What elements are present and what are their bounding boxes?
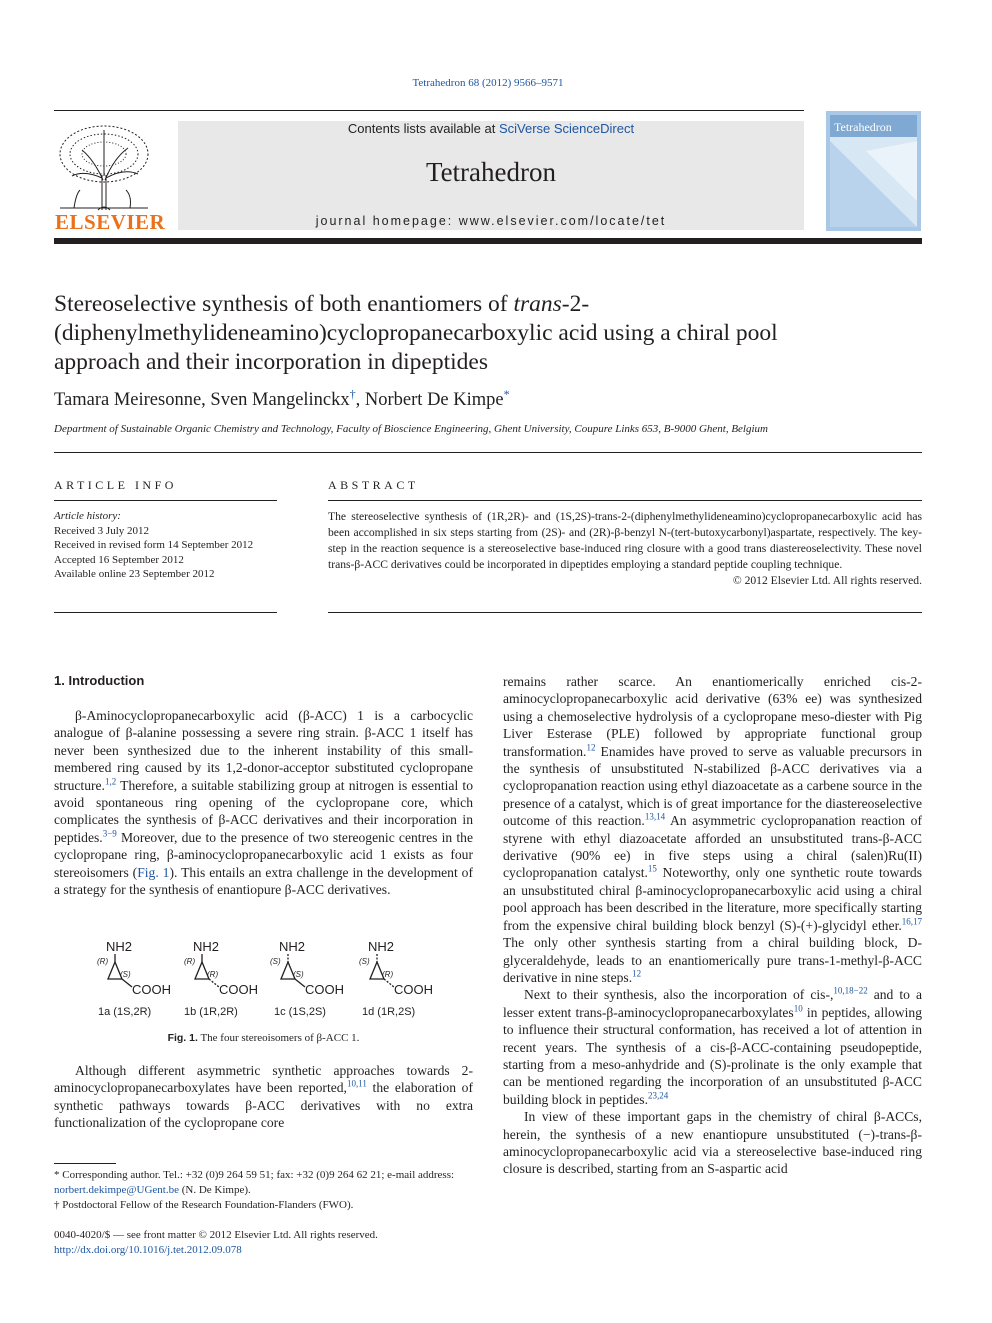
sciencedirect-link[interactable]: SciVerse ScienceDirect bbox=[498, 121, 635, 136]
elsevier-tree-logo bbox=[54, 120, 154, 212]
ref-10-18-22[interactable]: 10,18−22 bbox=[833, 985, 868, 996]
ref-12[interactable]: 12 bbox=[586, 742, 596, 753]
isomer-label: 1a (1S,2R) bbox=[98, 1006, 152, 1018]
article-info-rule bbox=[54, 500, 277, 501]
nh2-label: NH2 bbox=[193, 939, 220, 954]
author-meiresonne: Tamara Meiresonne, bbox=[54, 390, 211, 410]
nh2-label: NH2 bbox=[106, 939, 133, 954]
abstract-body bbox=[328, 509, 922, 589]
front-matter bbox=[54, 1228, 474, 1258]
cooh-label: COOH bbox=[305, 982, 344, 997]
stereo-bottom-label: (S) bbox=[293, 970, 304, 979]
paragraph-in-view: In view of these important gaps in the chemistry of chiral β-ACCs, herein, the synthesis of a new enantiopure unsubstituted (−)-trans-β-aminocyclopropanecarboxylic acid via a stereoselective base-induced ring closure is described, starting from an S-aspartic acid bbox=[503, 1109, 922, 1177]
intro-paragraph-2: Although different asymmetric synthetic approaches towards 2-aminocyclopropanecarboxylates have been reported,$^{10,11}$ the elaboration of synthetic pathways towards β-ACC derivatives with no extra functionalization of the cyclopropane core bbox=[54, 1063, 473, 1131]
copyright: © 2012 Elsevier Ltd. All rights reserved. bbox=[732, 574, 922, 587]
history-received: Received 3 July 2012 bbox=[54, 524, 150, 537]
journal-title: Tetrahedron bbox=[425, 157, 557, 187]
ref-13-14[interactable]: 13,14 bbox=[644, 811, 666, 822]
journal-banner bbox=[178, 121, 804, 230]
cooh-label: COOH bbox=[132, 982, 171, 997]
footnote-postdoc: † Postdoctoral Fellow of the Research Foundation-Flanders (FWO). bbox=[54, 1199, 354, 1211]
stereo-bottom-label: (R) bbox=[382, 970, 394, 979]
title-rule bbox=[54, 452, 922, 453]
ref-15[interactable]: 15 bbox=[647, 863, 657, 874]
ref-23-24[interactable]: 23,24 bbox=[648, 1090, 669, 1101]
ref-3-9[interactable]: 3−9 bbox=[102, 828, 117, 839]
article-history: Article history: Received 3 July 2012 Received in revised form 14 September 2012 Accepted 16 September 2012 Available online 23 September 2012 bbox=[54, 509, 284, 582]
author-mangelinckx: Sven Mangelinckx bbox=[210, 390, 350, 410]
author-de-kimpe: , Norbert De Kimpe bbox=[355, 390, 504, 410]
article-info-heading: ARTICLE INFO bbox=[54, 478, 177, 492]
ref-10-11[interactable]: 10,11 bbox=[346, 1078, 367, 1089]
affiliation: Department of Sustainable Organic Chemistry and Technology, Faculty of Bioscience Engineering, Ghent University, Coupure Links 653, B-9000 Ghent, Belgium bbox=[54, 423, 768, 435]
section-heading-introduction: 1. Introduction bbox=[54, 673, 145, 688]
abstract-heading: ABSTRACT bbox=[328, 478, 419, 492]
nh2-label: NH2 bbox=[279, 939, 306, 954]
cooh-label: COOH bbox=[394, 982, 433, 997]
stereo-top-label: (S) bbox=[359, 957, 370, 966]
paragraph-continuation: remains rather scarce. An enantiomerically enriched cis-2-aminocyclopropanecarboxylic acid derivative (63% ee) was synthesized using a chemoselective hydrolysis of a cyclopropane meso-diester with Pig Liver Esterase (PLE) followed by appropriate functional group transformation.$^{12}$ Enamides have proved to serve as valuable precursors in the synthesis of unsubstituted N-stabilized β-ACC derivatives via a cyclopropanation reaction using ethyl diazoacetate as a carbene source in the presence of a catalyst, which is of great importance for the diastereoselective outcome of this reaction.$^{13,14}$ An asymmetric cyclopropanation reaction of styrene with ethyl diazoacetate afforded an unsubstituted trans-β-ACC derivative (90% ee) in five steps using a chiral (salen)Ru(II) cyclopropanation catalyst.$^{15}$ Noteworthy, only one synthetic route towards an unsubstituted chiral β-aminocyclopropanecarboxylic acid using a chiral pool approach has been described in the literature, more specifically starting from the expensive chiral building block benzyl (S)-(+)-glycidyl ether.$^{16,17}$ The only other synthesis starting from a chiral building block, D-glyceraldehyde, leads to an enantiomerically pure trans-1-methyl-β-ACC derivative in nine steps.$^{12}$ bbox=[503, 674, 922, 985]
right-column-text bbox=[503, 673, 922, 1178]
nh2-label: NH2 bbox=[368, 939, 395, 954]
journal-cover-image bbox=[826, 111, 921, 231]
intro-paragraph-1: β-Aminocyclopropanecarboxylic acid (β-ACC) 1 is a carbocyclic analogue of β-alanine possessing a severe ring strain. β-ACC 1 itself has never been synthesized due to the inherent instability of this small-membered ring caused by its 1,2-donor-acceptor substituted cyclopropane structure.$^{1,2}$ Therefore, a suitable stabilizing group at nitrogen is essential to avoid spontaneous ring opening of the cyclopropane core, which complicates the synthesis of β-ACC derivatives and their incorporation in peptides.$^{3-9}$ Moreover, due to the presence of two stereogenic centres in the cyclopropane ring, β-aminocyclopropanecarboxylic acid 1 exists as four stereoisomers (Fig. 1). This entails an extra challenge in the development of a strategy for the synthesis of enantiopure β-ACC derivatives. bbox=[54, 708, 474, 898]
email-link[interactable]: norbert.dekimpe@UGent.be bbox=[54, 1184, 179, 1196]
contents-line: Contents lists available at SciVerse ScienceDirect bbox=[347, 121, 635, 136]
abstract-bottom-rule bbox=[328, 612, 922, 613]
history-revised: Received in revised form 14 September 2012 bbox=[54, 539, 254, 551]
article-info-bottom-rule bbox=[54, 612, 277, 613]
issn-line: 0040-4020/$ — see front matter © 2012 Elsevier Ltd. All rights reserved. bbox=[54, 1229, 378, 1241]
cover-title: Tetrahedron bbox=[834, 120, 892, 134]
figure-1-structures bbox=[80, 935, 460, 1025]
ref-1-2[interactable]: 1,2 bbox=[104, 776, 117, 787]
isomer-label: 1d (1R,2S) bbox=[362, 1006, 416, 1018]
header-divider bbox=[54, 110, 804, 111]
stereo-top-label: (R) bbox=[97, 957, 109, 966]
isomer-label: 1c (1S,2S) bbox=[274, 1006, 326, 1018]
doi-link[interactable]: http://dx.doi.org/10.1016/j.tet.2012.09.078 bbox=[54, 1244, 242, 1256]
stereo-bottom-label: (S) bbox=[120, 970, 131, 979]
ref-12b[interactable]: 12 bbox=[632, 968, 642, 979]
isomer-label: 1b (1R,2R) bbox=[184, 1006, 238, 1018]
corresponding-author-mark[interactable]: * bbox=[503, 386, 510, 401]
journal-homepage[interactable]: journal homepage: www.elsevier.com/locate/tet bbox=[315, 214, 667, 228]
elsevier-wordmark: ELSEVIER bbox=[55, 210, 166, 234]
author-list bbox=[54, 386, 510, 411]
figure-1-caption: Fig. 1. The four stereoisomers of β-ACC 1. bbox=[167, 1032, 360, 1044]
journal-citation[interactable]: Tetrahedron 68 (2012) 9566–9571 bbox=[412, 77, 564, 89]
footnote-corresponding: * Corresponding author. Tel.: +32 (0)9 264 59 51; fax: +32 (0)9 264 62 21; e-mail address: norbert.dekimpe@UGent.be (N. De Kimpe). bbox=[54, 1169, 455, 1196]
abstract-rule bbox=[328, 500, 922, 501]
paragraph-incorporation: Next to their synthesis, also the incorporation of cis-,$^{10,18-22}$ and to a lesser extent trans-β-aminocyclopropanecarboxylates$^{10}$ in peptides, allowing to influence their structural conformation, has received a lot of attention in recent years. The synthesis of a cis-β-ACC-containing pseudopeptide, starting from a meso-anhydride and (S)-prolinate is the only example that can be mentioned regarding the incorporation of an unsubstituted β-ACC building block in peptides.$^{23,24}$ bbox=[503, 985, 922, 1107]
header-thick-rule bbox=[54, 238, 922, 244]
cooh-label: COOH bbox=[219, 982, 258, 997]
stereo-top-label: (R) bbox=[184, 957, 196, 966]
stereo-bottom-label: (R) bbox=[207, 970, 219, 979]
ref-10b[interactable]: 10 bbox=[793, 1003, 803, 1014]
ref-16-17[interactable]: 16,17 bbox=[901, 916, 922, 927]
footnote-rule bbox=[54, 1163, 116, 1164]
history-accepted: Accepted 16 September 2012 bbox=[54, 553, 184, 566]
history-online: Available online 23 September 2012 bbox=[54, 568, 215, 580]
article-title: Stereoselective synthesis of both enantiomers of trans-2- (diphenylmethylideneamino)cyclopropanecarboxylic acid using a chiral pool approach and their incorporation in dipeptides bbox=[54, 291, 778, 375]
abstract-text: The stereoselective synthesis of (1R,2R)- and (1S,2S)-trans-2-(diphenylmethylideneamino)cyclopropanecarboxylic acid has been accomplished in six steps starting from (2S)- and (2R)-β-benzyl N-(tert-butoxycarbonyl)aspartate, respectively. The key-step in the reaction sequence is a stereoselective base-induced ring closure with a good trans diastereoselectivity. These novel trans-β-ACC derivatives could be incorporated in dipeptides employing a standard peptide coupling technique. bbox=[328, 510, 922, 571]
author-footnote-mark[interactable]: † bbox=[349, 386, 356, 401]
footnotes bbox=[54, 1168, 474, 1213]
stereo-top-label: (S) bbox=[270, 957, 281, 966]
fig1-link[interactable]: Fig. 1 bbox=[137, 864, 170, 880]
